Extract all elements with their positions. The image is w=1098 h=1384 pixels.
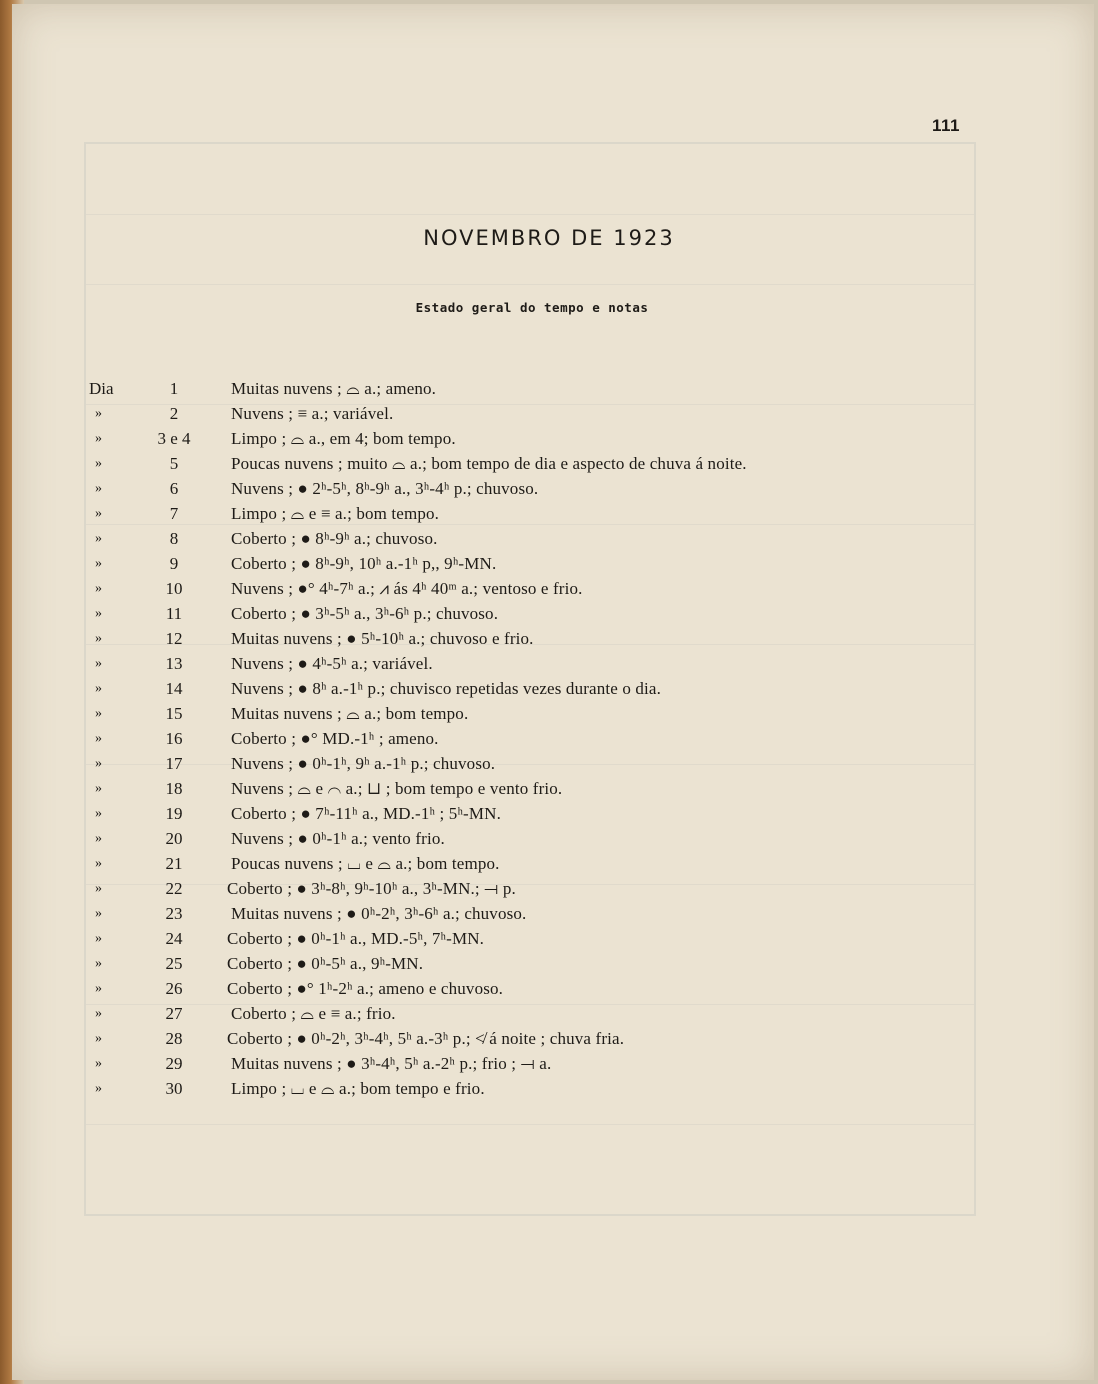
list-item xyxy=(0,776,1098,801)
weather-note: Coberto ; ●° MD.-1ʰ ; ameno. xyxy=(231,729,439,748)
weather-note: Muitas nuvens ; ⌓ a.; ameno. xyxy=(231,379,437,398)
weather-note: Muitas nuvens ; ⌓ a.; bom tempo. xyxy=(231,704,469,723)
ditto-mark: » xyxy=(95,856,102,871)
day-number: 7 xyxy=(169,504,179,523)
day-number: 30 xyxy=(165,1079,183,1098)
weather-note: Coberto ; ⌓ e ≡ a.; frio. xyxy=(231,1004,396,1023)
weather-note: Limpo ; ⌓ a., em 4; bom tempo. xyxy=(231,429,456,448)
list-item xyxy=(0,976,1098,1001)
list-item xyxy=(0,876,1098,901)
list-item xyxy=(0,701,1098,726)
list-item xyxy=(0,651,1098,676)
day-number: 16 xyxy=(165,729,183,748)
list-item xyxy=(0,551,1098,576)
day-number: 10 xyxy=(165,579,183,598)
ditto-mark: » xyxy=(95,706,102,721)
list-item xyxy=(0,426,1098,451)
weather-note: Limpo ; ⌓ e ≡ a.; bom tempo. xyxy=(231,504,440,523)
ditto-mark: » xyxy=(95,681,102,696)
list-item xyxy=(0,501,1098,526)
list-item xyxy=(0,1026,1098,1051)
ditto-mark: » xyxy=(95,406,102,421)
weather-note: Muitas nuvens ; ● 3ʰ-4ʰ, 5ʰ a.-2ʰ p.; frio ; ⟞ a. xyxy=(231,1054,552,1073)
day-number: 27 xyxy=(165,1004,183,1023)
list-item xyxy=(0,576,1098,601)
list-item xyxy=(0,726,1098,751)
day-number: 9 xyxy=(169,554,179,573)
ditto-mark: » xyxy=(95,581,102,596)
day-number: 1 xyxy=(169,379,179,398)
day-number: 11 xyxy=(165,604,183,623)
day-number: 21 xyxy=(165,854,183,873)
ditto-mark: » xyxy=(95,931,102,946)
weather-note: Nuvens ; ⌓ e ⌒ a.; ⊔ ; bom tempo e vento frio. xyxy=(231,779,563,798)
weather-note: Nuvens ; ● 2ʰ-5ʰ, 8ʰ-9ʰ a., 3ʰ-4ʰ p.; chuvoso. xyxy=(231,479,539,498)
list-item xyxy=(0,451,1098,476)
weather-note: Coberto ; ● 8ʰ-9ʰ, 10ʰ a.-1ʰ p,, 9ʰ-MN. xyxy=(231,554,497,573)
weather-note: Coberto ; ● 8ʰ-9ʰ a.; chuvoso. xyxy=(231,529,438,548)
weather-note: Coberto ; ● 3ʰ-5ʰ a., 3ʰ-6ʰ p.; chuvoso. xyxy=(231,604,499,623)
day-number: 13 xyxy=(165,654,183,673)
day-number: 6 xyxy=(169,479,179,498)
ditto-mark: » xyxy=(95,881,102,896)
list-item xyxy=(0,526,1098,551)
weather-note: Coberto ; ● 3ʰ-8ʰ, 9ʰ-10ʰ a., 3ʰ-MN.; ⟞ p. xyxy=(227,879,516,898)
list-item xyxy=(0,851,1098,876)
day-number: 17 xyxy=(165,754,183,773)
day-number: 26 xyxy=(165,979,183,998)
day-number: 12 xyxy=(165,629,183,648)
weather-notes-list xyxy=(0,376,1098,1101)
ditto-mark: » xyxy=(95,531,102,546)
ditto-mark: » xyxy=(95,781,102,796)
weather-note: Nuvens ; ● 8ʰ a.-1ʰ p.; chuvisco repetidas vezes durante o dia. xyxy=(231,679,662,698)
day-number: 25 xyxy=(165,954,183,973)
day-number: 3 e 4 xyxy=(157,429,191,448)
list-item xyxy=(0,376,1098,401)
list-item xyxy=(0,1076,1098,1101)
ditto-mark: » xyxy=(95,806,102,821)
day-number: 19 xyxy=(165,804,183,823)
ditto-mark: » xyxy=(95,981,102,996)
ditto-mark: » xyxy=(95,1031,102,1046)
list-item xyxy=(0,601,1098,626)
weather-note: Limpo ; ⌴ e ⌓ a.; bom tempo e frio. xyxy=(231,1079,485,1098)
page-title: NOVEMBRO DE 1923 xyxy=(423,226,675,250)
ditto-mark: » xyxy=(95,506,102,521)
day-number: 24 xyxy=(165,929,183,948)
list-item xyxy=(0,676,1098,701)
day-number: 2 xyxy=(169,404,179,423)
day-number: 5 xyxy=(169,454,179,473)
ditto-mark: » xyxy=(95,731,102,746)
ditto-mark: » xyxy=(95,556,102,571)
section-subtitle: Estado geral do tempo e notas xyxy=(415,300,649,315)
ditto-mark: » xyxy=(95,756,102,771)
weather-note: Coberto ; ● 0ʰ-5ʰ a., 9ʰ-MN. xyxy=(227,954,424,973)
list-item xyxy=(0,926,1098,951)
list-item xyxy=(0,1001,1098,1026)
list-item xyxy=(0,476,1098,501)
list-item xyxy=(0,401,1098,426)
weather-note: Nuvens ; ≡ a.; variável. xyxy=(231,404,394,423)
list-item xyxy=(0,751,1098,776)
list-item xyxy=(0,626,1098,651)
weather-note: Coberto ; ● 0ʰ-2ʰ, 3ʰ-4ʰ, 5ʰ a.-3ʰ p.; ≮ á noite ; chuva fria. xyxy=(227,1029,625,1048)
day-column-label: Dia xyxy=(89,379,114,398)
ditto-mark: » xyxy=(95,481,102,496)
ditto-mark: » xyxy=(95,956,102,971)
day-number: 14 xyxy=(165,679,183,698)
day-number: 18 xyxy=(165,779,183,798)
ditto-mark: » xyxy=(95,1056,102,1071)
ditto-mark: » xyxy=(95,656,102,671)
ditto-mark: » xyxy=(95,606,102,621)
ditto-mark: » xyxy=(95,431,102,446)
list-item xyxy=(0,826,1098,851)
weather-note: Coberto ; ●° 1ʰ-2ʰ a.; ameno e chuvoso. xyxy=(227,979,504,998)
ditto-mark: » xyxy=(95,631,102,646)
weather-note: Nuvens ; ● 4ʰ-5ʰ a.; variável. xyxy=(231,654,433,673)
ditto-mark: » xyxy=(95,831,102,846)
weather-note: Poucas nuvens ; muito ⌓ a.; bom tempo de dia e aspecto de chuva á noite. xyxy=(231,454,747,473)
weather-note: Coberto ; ● 7ʰ-11ʰ a., MD.-1ʰ ; 5ʰ-MN. xyxy=(231,804,501,823)
day-number: 15 xyxy=(165,704,183,723)
day-number: 23 xyxy=(165,904,183,923)
weather-note: Muitas nuvens ; ● 5ʰ-10ʰ a.; chuvoso e frio. xyxy=(231,629,534,648)
list-item xyxy=(0,901,1098,926)
ditto-mark: » xyxy=(95,1006,102,1021)
weather-note: Coberto ; ● 0ʰ-1ʰ a., MD.-5ʰ, 7ʰ-MN. xyxy=(227,929,485,948)
day-number: 29 xyxy=(165,1054,183,1073)
list-item xyxy=(0,1051,1098,1076)
day-number: 20 xyxy=(165,829,183,848)
day-number: 8 xyxy=(169,529,179,548)
weather-note: Nuvens ; ●° 4ʰ-7ʰ a.; ⩘ ás 4ʰ 40ᵐ a.; ventoso e frio. xyxy=(231,579,583,598)
page-number: 111 xyxy=(932,116,960,135)
ditto-mark: » xyxy=(95,1081,102,1096)
weather-note: Poucas nuvens ; ⌴ e ⌓ a.; bom tempo. xyxy=(231,854,500,873)
weather-note: Nuvens ; ● 0ʰ-1ʰ, 9ʰ a.-1ʰ p.; chuvoso. xyxy=(231,754,496,773)
day-number: 22 xyxy=(165,879,183,898)
ditto-mark: » xyxy=(95,906,102,921)
ditto-mark: » xyxy=(95,456,102,471)
list-item xyxy=(0,951,1098,976)
list-item xyxy=(0,801,1098,826)
weather-note: Muitas nuvens ; ● 0ʰ-2ʰ, 3ʰ-6ʰ a.; chuvoso. xyxy=(231,904,527,923)
weather-note: Nuvens ; ● 0ʰ-1ʰ a.; vento frio. xyxy=(231,829,445,848)
day-number: 28 xyxy=(165,1029,183,1048)
